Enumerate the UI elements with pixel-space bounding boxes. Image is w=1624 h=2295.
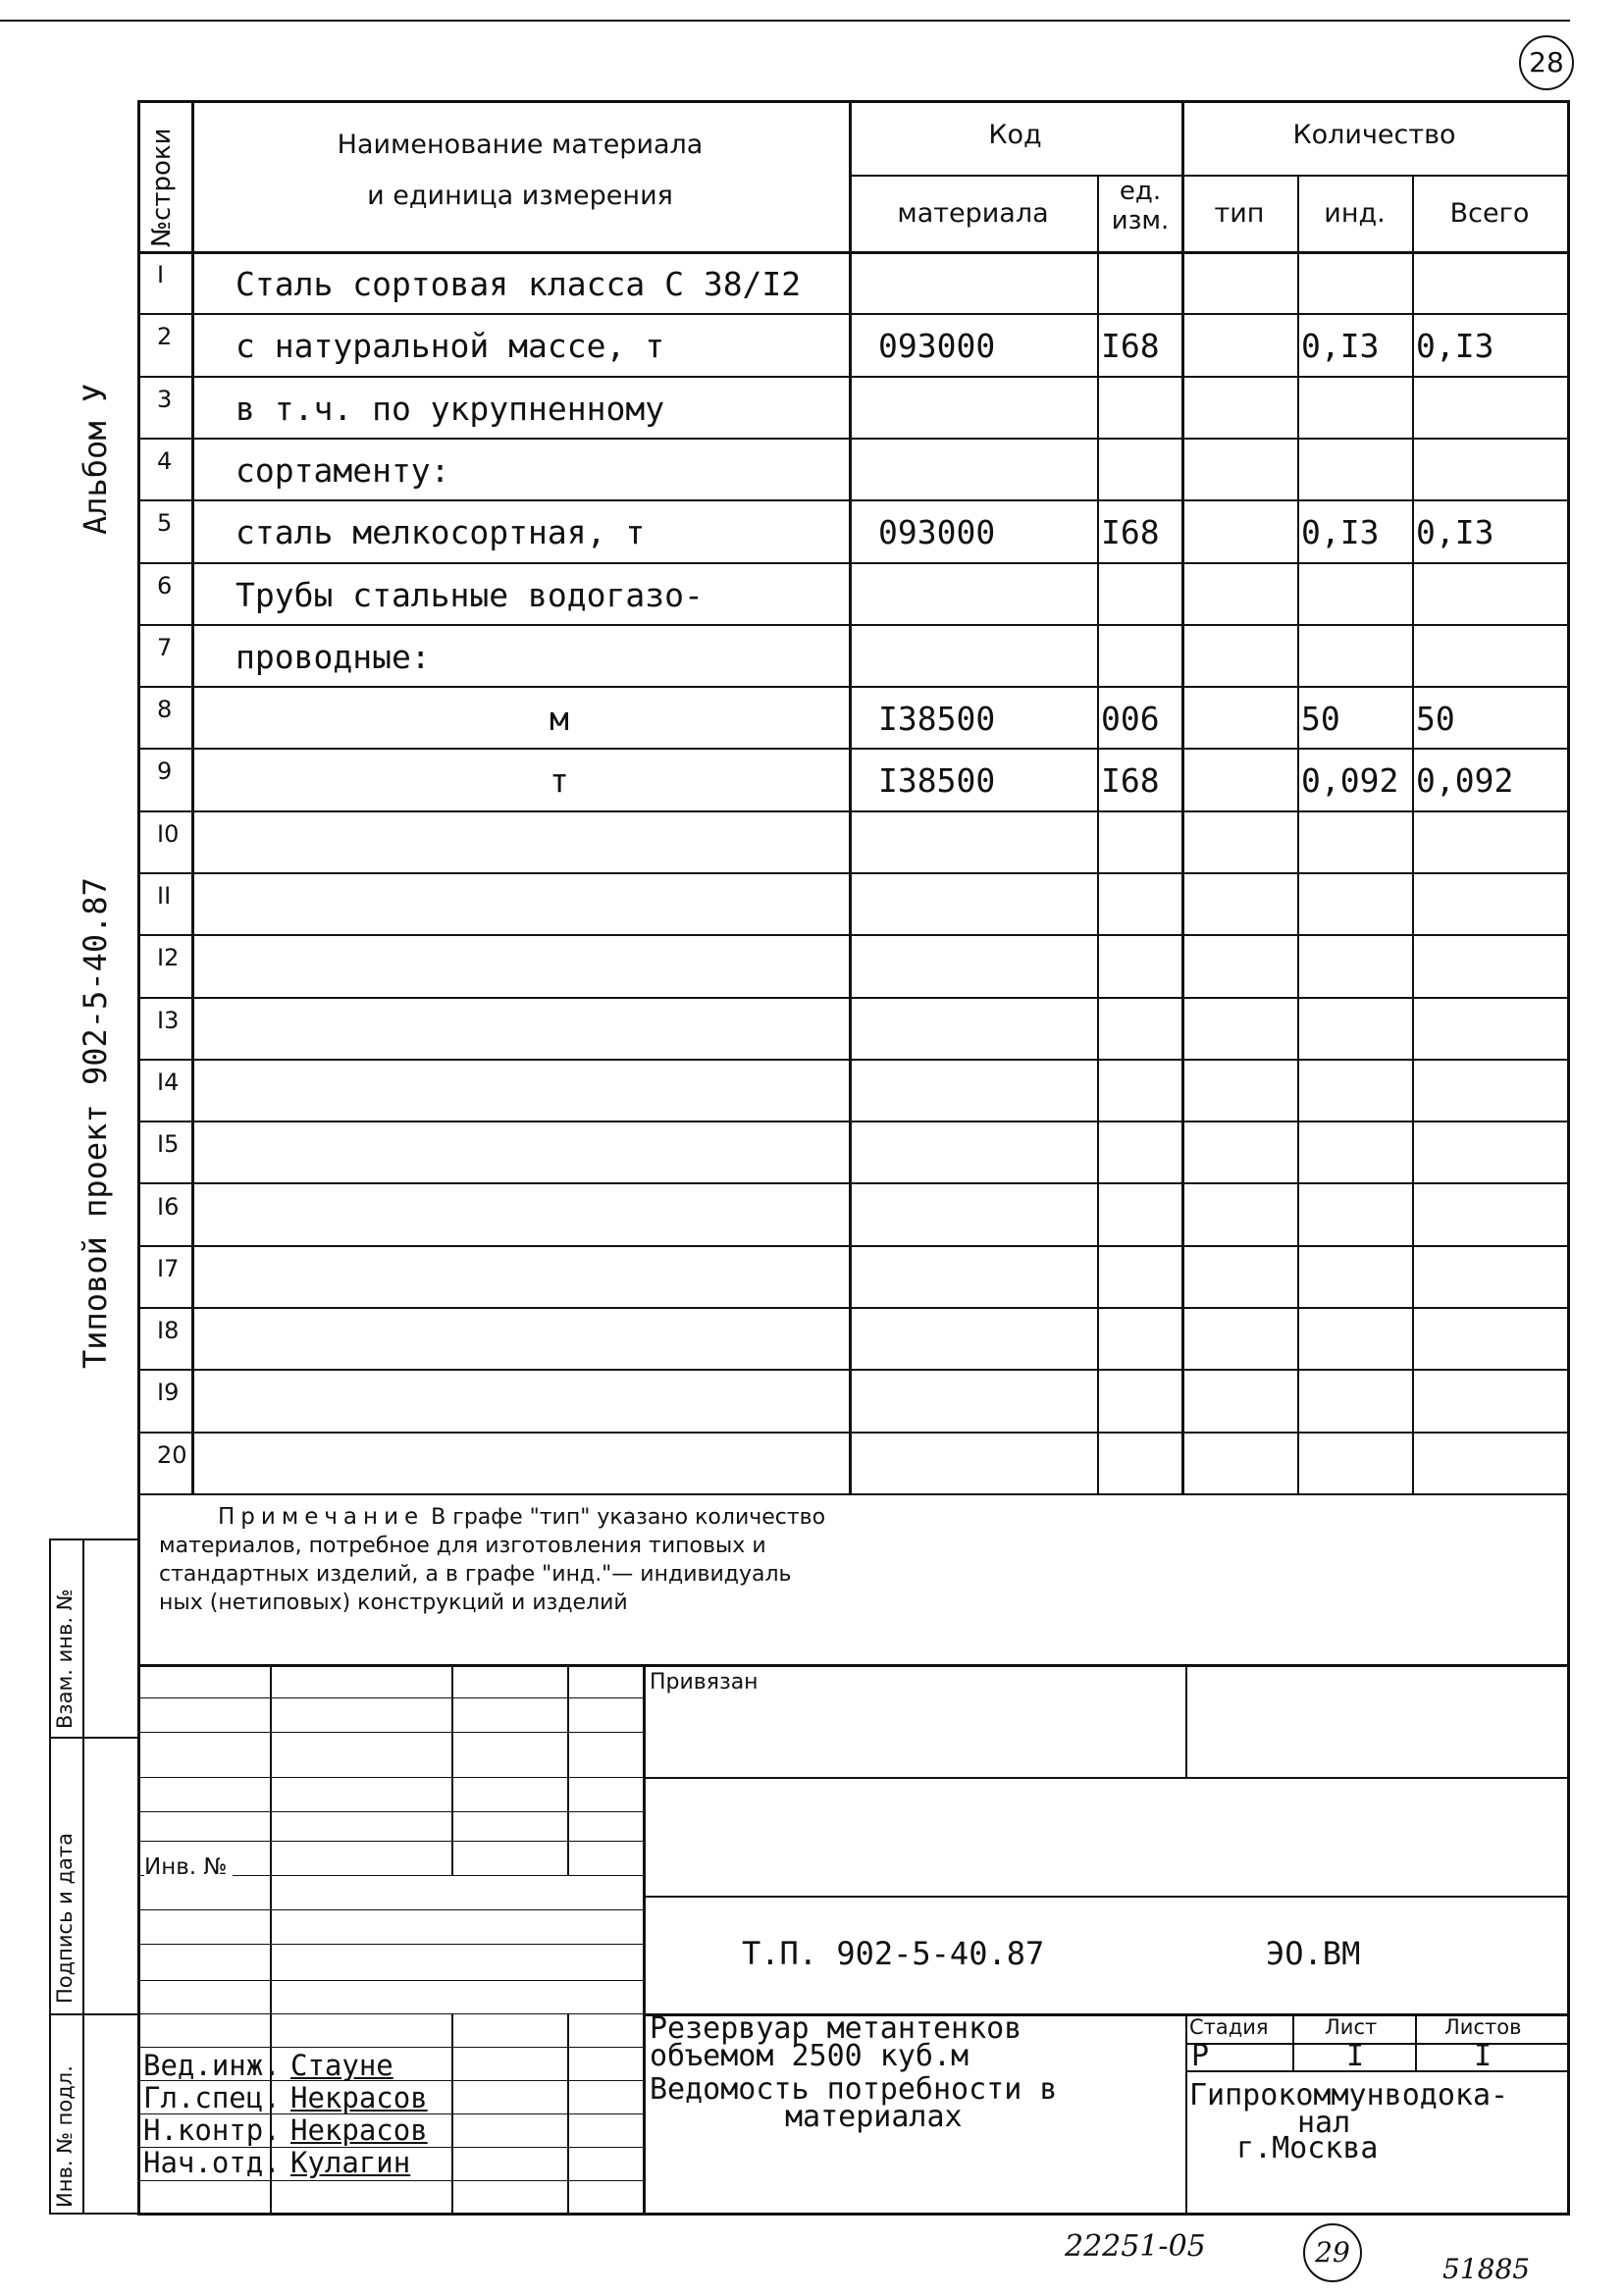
sheet-value: I	[1346, 2039, 1365, 2073]
row-number: 4	[157, 447, 173, 475]
title-left-border	[137, 1493, 140, 2215]
org-line3: г.Москва	[1236, 2131, 1379, 2165]
row-number: 5	[157, 509, 173, 537]
row-ind: 0,092	[1301, 761, 1399, 800]
row-name: Трубы стальные водогазо-	[236, 576, 704, 614]
row-name: с натуральной массе, т	[236, 327, 665, 365]
row-rule	[137, 1245, 1570, 1247]
signature-name: Кулагин	[290, 2146, 411, 2179]
table-top-border	[137, 100, 1570, 103]
header-code-unit: ед. изм.	[1111, 177, 1170, 235]
stamp-col-left	[49, 1539, 51, 2215]
row-total: 0,I3	[1416, 513, 1494, 551]
sig-row-rule	[137, 2013, 643, 2014]
row-code: I38500	[878, 761, 996, 800]
note-line3: стандартных изделий, а в графе "инд."— индивидуаль	[159, 1562, 792, 1587]
row-name: Сталь сортовая класса С 38/I2	[236, 265, 802, 303]
note-heading: Примечание	[218, 1504, 425, 1530]
code-top-rule	[643, 1896, 1567, 1898]
album-label: Альбом У	[77, 383, 114, 535]
row-rule	[137, 624, 1570, 626]
row-number: 3	[157, 386, 173, 413]
note-line2: материалов, потребное для изготовления типовых и	[159, 1534, 766, 1558]
row-rule	[137, 1307, 1570, 1309]
row-ind: 0,I3	[1301, 513, 1380, 551]
privyazan-divider	[1185, 1664, 1187, 1777]
org-line2: нал	[1297, 2106, 1351, 2140]
row-total: 0,092	[1416, 761, 1514, 800]
bottom-page-number: 29	[1303, 2223, 1362, 2282]
privyazan-label: Привязан	[650, 1670, 759, 1695]
title-main-divider	[643, 1664, 646, 2214]
col-divider-material	[1097, 175, 1099, 1493]
row-rule	[137, 438, 1570, 440]
row-ind: 50	[1301, 700, 1340, 738]
header-name-line1: Наименование материала	[337, 130, 704, 160]
row-unit: I68	[1101, 513, 1160, 551]
row-unit: 006	[1101, 700, 1160, 738]
note	[159, 1503, 1042, 1617]
header-row-no: №строки	[147, 128, 177, 247]
sig-row-rule	[137, 1732, 643, 1733]
row-number: I6	[157, 1193, 180, 1221]
page-number: 28	[1519, 35, 1574, 90]
row-number: I7	[157, 1255, 180, 1282]
title-line2: объемом 2500 куб.м	[650, 2039, 969, 2073]
row-number: I3	[157, 1007, 180, 1034]
title-line3: Ведомость потребности в	[650, 2072, 1058, 2107]
row-rule	[137, 748, 1570, 750]
header-code-material: материала	[897, 198, 1049, 229]
sig-row-rule	[137, 1777, 643, 1778]
row-number: I0	[157, 820, 180, 848]
top-rule	[0, 20, 1570, 22]
row-rule	[137, 686, 1570, 688]
col-divider-type	[1297, 175, 1299, 1493]
row-rule	[137, 1432, 1570, 1434]
row-rule	[137, 499, 1570, 501]
row-rule	[137, 810, 1570, 812]
row-rule	[137, 1369, 1570, 1371]
row-rule	[137, 934, 1570, 936]
row-number: 9	[157, 757, 173, 785]
sig-row-rule	[137, 1980, 643, 1981]
title-line4: материалах	[785, 2100, 963, 2134]
row-unit: I68	[1101, 761, 1160, 800]
row-rule	[137, 376, 1570, 378]
title-line1: Резервуар метантенков	[650, 2011, 1022, 2046]
stamp-col-bottom	[49, 2213, 137, 2215]
row-name: т	[550, 761, 569, 800]
header-qty-total: Всего	[1449, 198, 1530, 229]
doc-code: Т.П. 902-5-40.87	[742, 1935, 1045, 1972]
sheets-divider	[1415, 2013, 1417, 2070]
signature-name: Стауне	[290, 2049, 393, 2082]
stamp-col-top	[49, 1539, 137, 1540]
row-number: I8	[157, 1317, 180, 1344]
stage-label: Стадия	[1189, 2015, 1269, 2039]
stamp-col-div2	[49, 2013, 137, 2015]
org-line1: Гипрокоммунводока-	[1189, 2078, 1509, 2112]
row-number: 2	[157, 323, 173, 350]
row-ind: 0,I3	[1301, 327, 1380, 365]
header-name-line2: и единица измерения	[367, 181, 673, 211]
sig-row-rule	[137, 1944, 643, 1945]
row-name: проводные:	[236, 638, 431, 676]
signature-role: Нач.отд.	[143, 2146, 281, 2179]
inv-podl-label: Инв. № подл.	[53, 2065, 77, 2208]
sheet-label: Лист	[1325, 2015, 1378, 2039]
sheets-label: Листов	[1444, 2015, 1522, 2039]
row-number: I	[157, 261, 165, 288]
sheet-divider	[1292, 2013, 1294, 2070]
inv-no-label: Инв. №	[144, 1854, 233, 1880]
row-number: I9	[157, 1379, 180, 1406]
row-number: 20	[157, 1441, 187, 1469]
note-line4: ных (нетиповых) конструкций и изделий	[159, 1591, 628, 1615]
sheet-code: ЭО.ВМ	[1266, 1935, 1361, 1972]
vzam-inv-label: Взам. инв. №	[53, 1589, 77, 1729]
row-total: 50	[1416, 700, 1455, 738]
row-number: II	[157, 882, 172, 910]
sig-row-rule	[137, 2047, 643, 2048]
row-rule	[137, 1121, 1570, 1122]
row-code: 093000	[878, 513, 996, 551]
row-name: сталь мелкосортная, т	[236, 513, 646, 551]
sheets-value: I	[1474, 2039, 1493, 2073]
row-rule	[137, 872, 1570, 874]
handwritten-code: 22251-05	[1065, 2229, 1206, 2264]
col-divider-ind	[1412, 175, 1414, 1493]
row-rule	[137, 1059, 1570, 1061]
sig-row-rule	[137, 2180, 643, 2181]
sig-row-rule	[137, 1841, 643, 1842]
row-number: 7	[157, 634, 173, 661]
row-unit: I68	[1101, 327, 1160, 365]
privyazan-bottom	[643, 1777, 1567, 1779]
row-number: 6	[157, 572, 173, 600]
signature-role: Н.контр.	[143, 2113, 281, 2147]
stage-value: Р	[1191, 2039, 1210, 2073]
stamp-col-div1	[49, 1737, 137, 1739]
podpis-data-label: Подпись и дата	[53, 1833, 77, 2004]
row-total: 0,I3	[1416, 327, 1494, 365]
sig-row-rule	[137, 1909, 643, 1910]
header-code: Код	[988, 120, 1042, 150]
signature-name: Некрасов	[290, 2113, 428, 2147]
signature-role: Вед.инж.	[143, 2049, 281, 2082]
sig-row-rule	[137, 1697, 643, 1698]
row-rule	[137, 997, 1570, 999]
col-divider-rowno	[191, 100, 194, 1493]
row-rule	[137, 1493, 1570, 1495]
col-divider-name	[849, 100, 852, 1493]
note-line1: В графе "тип" указано количество	[431, 1505, 826, 1530]
header-mid-rule	[849, 175, 1567, 177]
title-bottom-rule	[137, 2213, 1570, 2216]
handwritten-tail: 51885	[1442, 2253, 1531, 2285]
title-top-rule	[137, 1664, 1570, 1667]
sig-col2	[451, 1664, 453, 1875]
sig-col3	[567, 1664, 569, 1875]
signature-name: Некрасов	[290, 2081, 428, 2114]
row-name: м	[550, 700, 569, 738]
stamp-col-mid	[82, 1539, 84, 2215]
row-number: I2	[157, 944, 180, 971]
project-label: Типовой проект 902-5-40.87	[77, 877, 114, 1369]
stage-header-rule	[1185, 2043, 1567, 2045]
row-rule	[137, 313, 1570, 315]
row-rule	[137, 562, 1570, 564]
row-code: 093000	[878, 327, 996, 365]
stage-value-rule	[1185, 2070, 1567, 2072]
header-qty-ind: инд.	[1324, 198, 1386, 229]
row-name: сортаменту:	[236, 451, 450, 490]
col-divider-unit	[1181, 100, 1184, 1493]
header-bottom-rule	[137, 251, 1570, 254]
signature-role: Гл.спец.	[143, 2081, 281, 2114]
table-right-border	[1567, 100, 1570, 2215]
row-number: I5	[157, 1130, 180, 1158]
header-quantity: Количество	[1292, 120, 1456, 150]
row-code: I38500	[878, 700, 996, 738]
sig-row-rule	[137, 1811, 643, 1812]
row-rule	[137, 1182, 1570, 1184]
row-name: в т.ч. по укрупненному	[236, 390, 665, 428]
row-number: 8	[157, 696, 173, 723]
table-left-border	[137, 100, 140, 1493]
row-number: I4	[157, 1069, 180, 1096]
header-qty-type: тип	[1214, 198, 1265, 229]
